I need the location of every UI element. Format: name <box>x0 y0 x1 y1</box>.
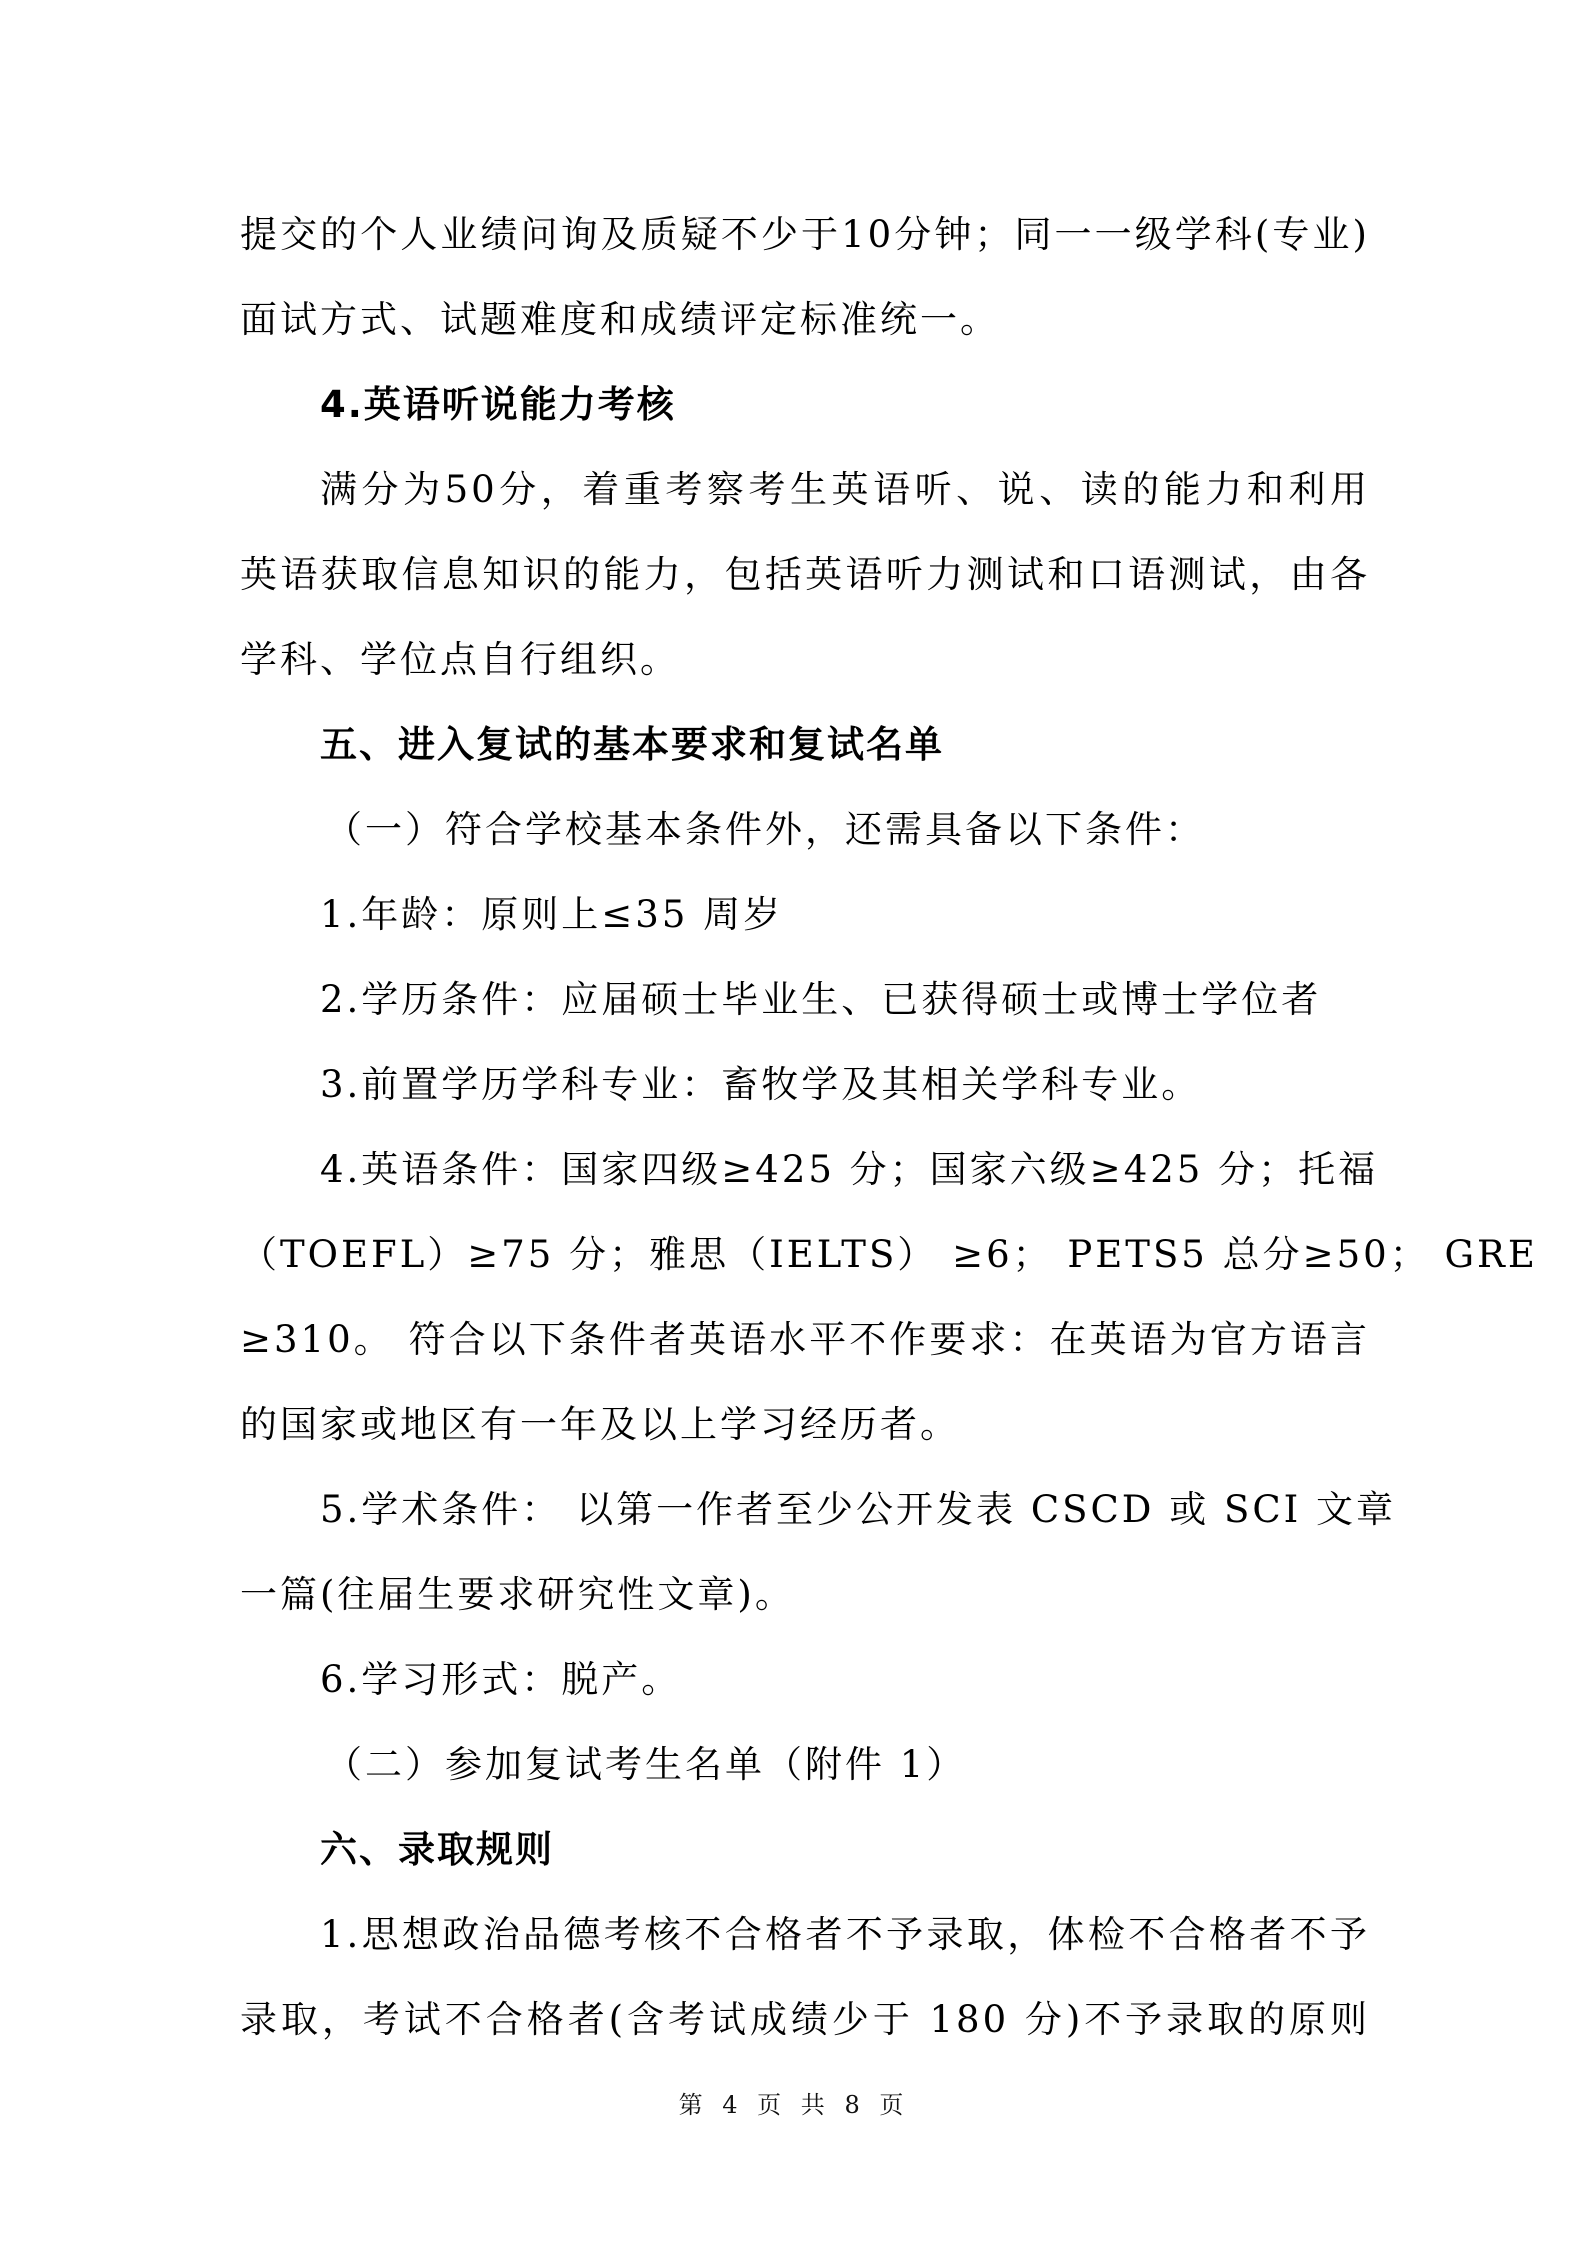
paragraph-line: 的国家或地区有一年及以上学习经历者。 <box>240 1403 960 1446</box>
section-heading-retest-requirements: 五、进入复试的基本要求和复试名单 <box>320 723 944 766</box>
section-heading-admission-rules: 六、录取规则 <box>320 1828 554 1871</box>
page-number-footer: 第 4 页 共 8 页 <box>678 2091 910 2119</box>
section-heading-english-test: 4.英语听说能力考核 <box>320 383 676 426</box>
paragraph-line: （TOEFL）≥75 分；雅思（IELTS） ≥6； PETS5 总分≥50； GRE <box>240 1233 1538 1276</box>
paragraph-line: 录取，考试不合格者(含考试成绩少于 180 分)不予录取的原则 <box>240 1998 1370 2041</box>
paragraph-line: 一篇(往届生要求研究性文章)。 <box>240 1573 795 1616</box>
paragraph-line: 面试方式、试题难度和成绩评定标准统一。 <box>240 298 1000 341</box>
list-item-education: 2.学历条件：应届硕士毕业生、已获得硕士或博士学位者 <box>320 978 1322 1021</box>
list-item-major: 3.前置学历学科专业：畜牧学及其相关学科专业。 <box>320 1063 1202 1106</box>
list-item-rule: 1.思想政治品德考核不合格者不予录取，体检不合格者不予 <box>320 1913 1370 1956</box>
paragraph-line: 学科、学位点自行组织。 <box>240 638 680 681</box>
list-item-academic: 5.学术条件： 以第一作者至少公开发表 CSCD 或 SCI 文章 <box>320 1488 1397 1531</box>
list-item-study-form: 6.学习形式：脱产。 <box>320 1658 682 1701</box>
paragraph-line: 满分为50分，着重考察考生英语听、说、读的能力和利用 <box>320 468 1370 511</box>
subsection-heading: （一）符合学校基本条件外，还需具备以下条件： <box>325 808 1205 851</box>
paragraph-line: 英语获取信息知识的能力，包括英语听力测试和口语测试，由各 <box>240 553 1370 596</box>
paragraph-line: 提交的个人业绩问询及质疑不少于10分钟；同一一级学科(专业) <box>240 213 1370 256</box>
list-item-english: 4.英语条件：国家四级≥425 分；国家六级≥425 分；托福 <box>320 1148 1379 1191</box>
list-item-age: 1.年龄：原则上≤35 周岁 <box>320 893 784 936</box>
subsection-heading: （二）参加复试考生名单（附件 1） <box>325 1743 967 1786</box>
paragraph-line: ≥310。 符合以下条件者英语水平不作要求：在英语为官方语言 <box>240 1318 1370 1361</box>
